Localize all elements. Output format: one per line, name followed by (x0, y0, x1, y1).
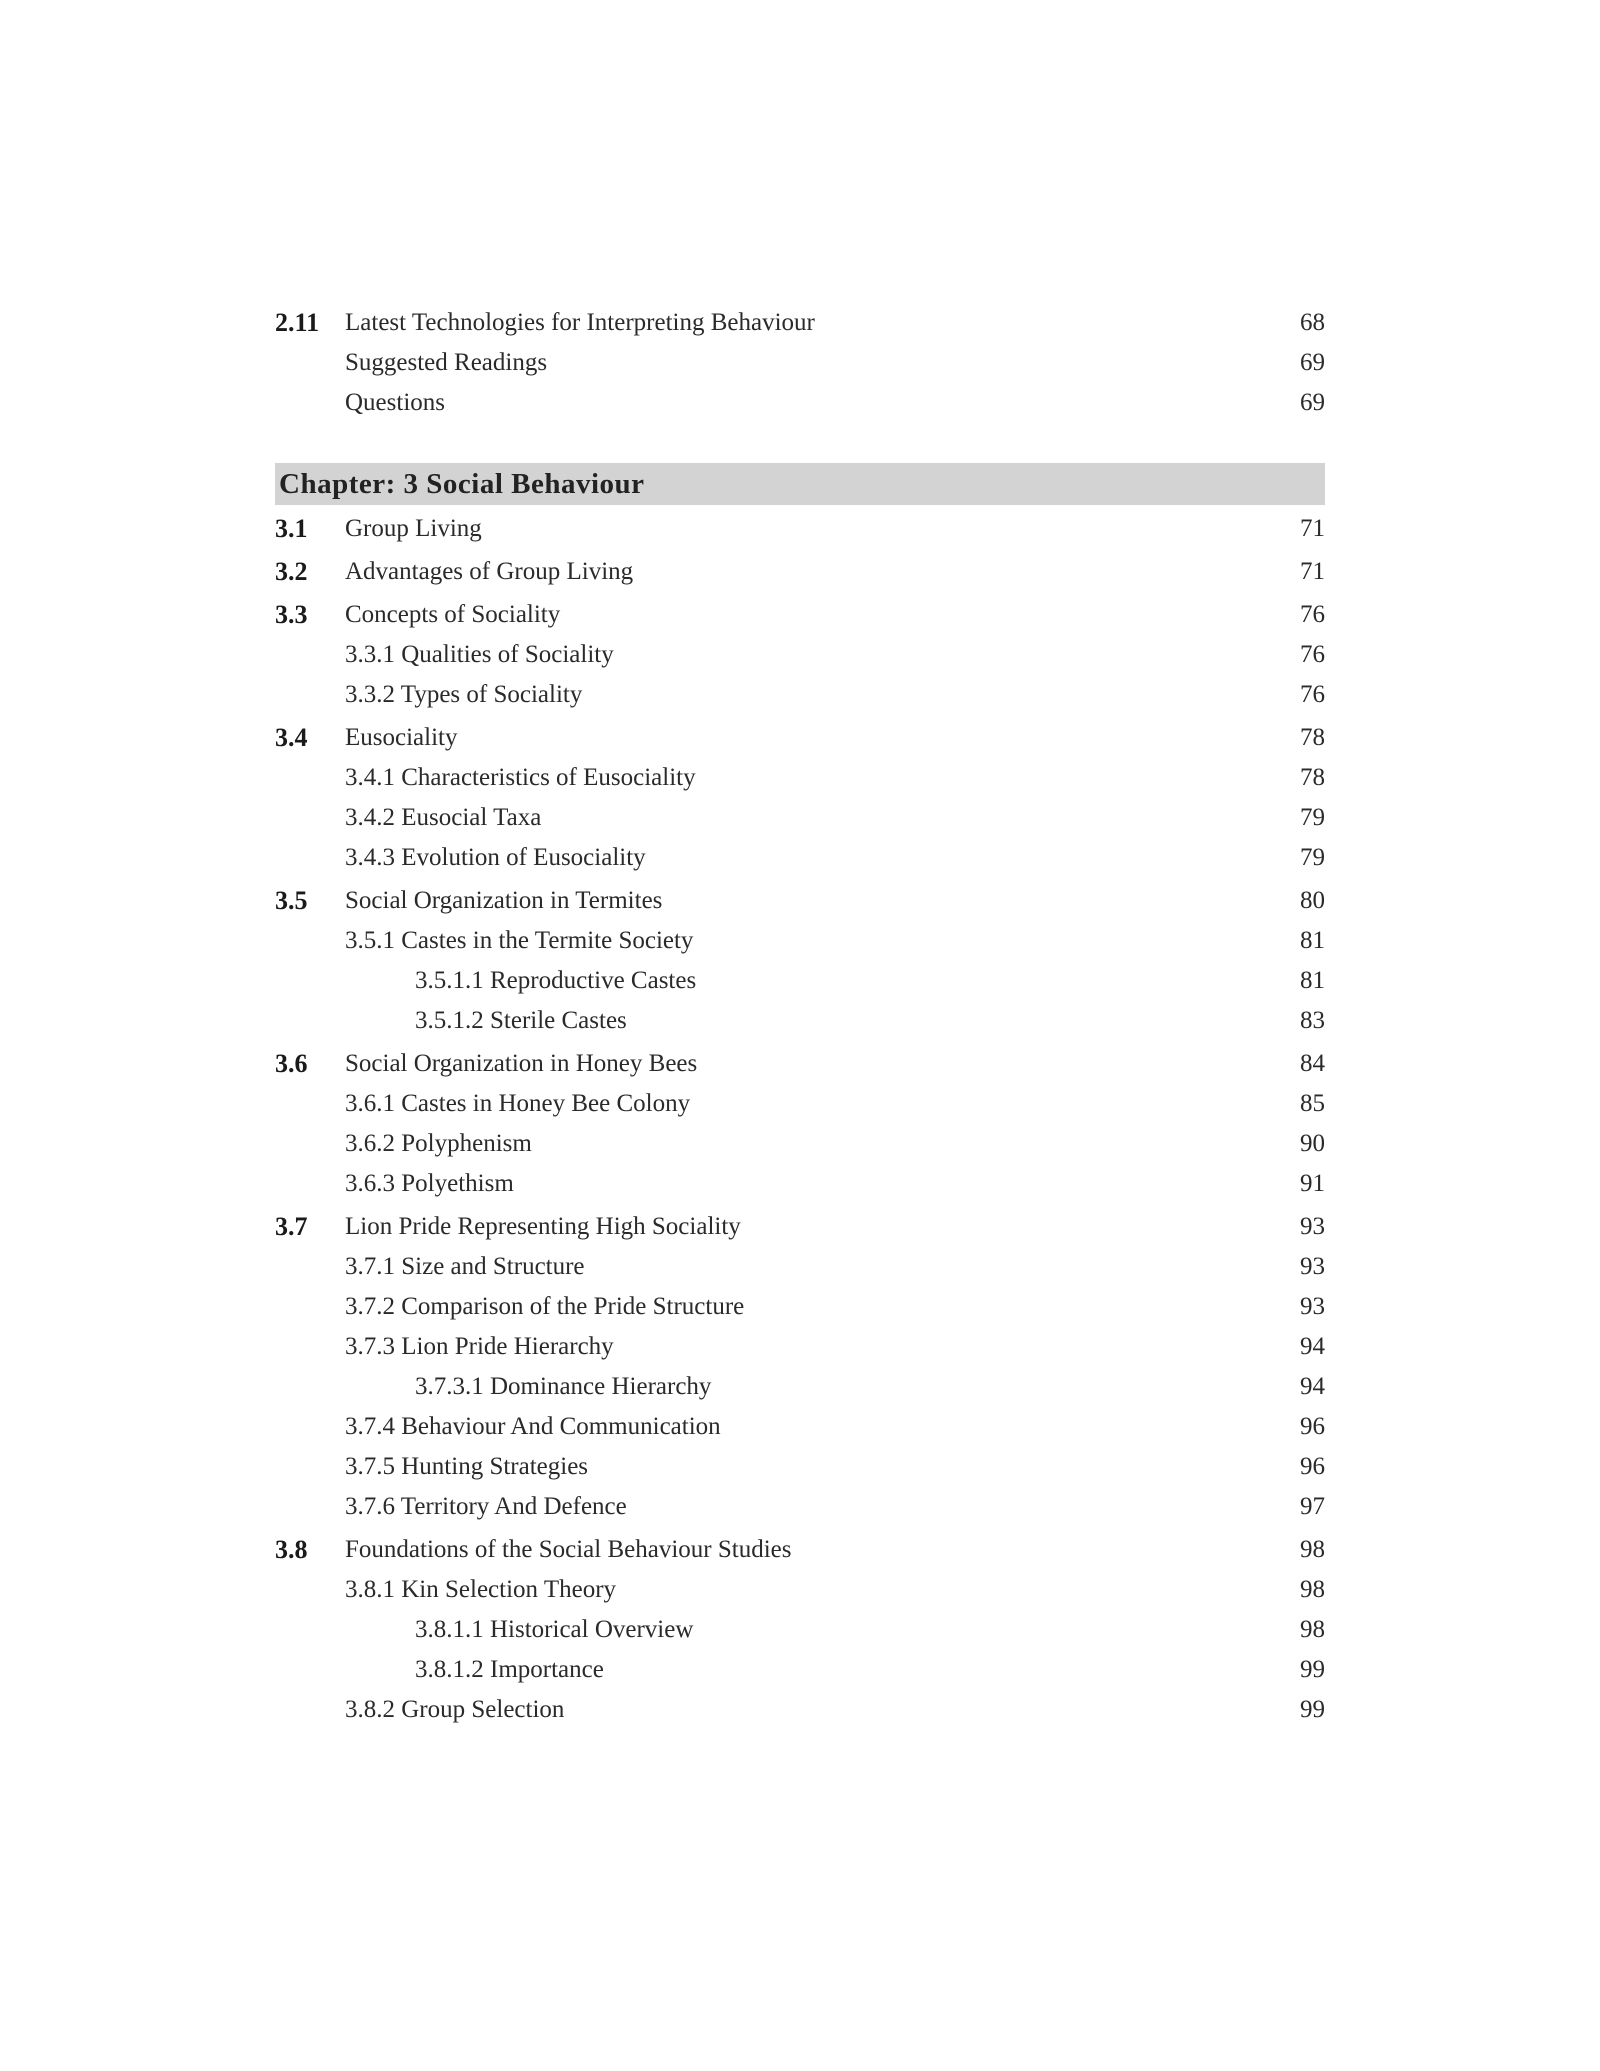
page-number: 99 (1300, 1656, 1325, 1683)
section-title: 3.3.1 Qualities of Sociality (345, 641, 614, 668)
section-number: 3.6 (275, 1049, 308, 1078)
section-number: 3.3 (275, 600, 308, 629)
section-title: Group Living (345, 515, 482, 542)
page-number: 93 (1300, 1253, 1325, 1280)
section-number: 2.11 (275, 308, 320, 337)
section-title: Lion Pride Representing High Sociality (345, 1213, 741, 1240)
page-number: 81 (1300, 967, 1325, 994)
toc-entry (275, 1570, 1325, 1610)
section-title: 3.7.1 Size and Structure (345, 1253, 585, 1280)
section-number: 3.4 (275, 723, 308, 752)
section-title: 3.4.3 Evolution of Eusociality (345, 844, 646, 871)
toc-entry (275, 838, 1325, 878)
page-number: 79 (1300, 844, 1325, 871)
page-number: 76 (1300, 601, 1325, 628)
toc-entry (275, 1247, 1325, 1287)
section-title: Foundations of the Social Behaviour Studies (345, 1536, 792, 1563)
toc-entry (275, 509, 1325, 549)
page-number: 98 (1300, 1536, 1325, 1563)
section-title: 3.8.2 Group Selection (345, 1696, 565, 1723)
page-number: 80 (1300, 887, 1325, 914)
page-number: 98 (1300, 1576, 1325, 1603)
toc-entry (275, 303, 1325, 343)
page-number: 78 (1300, 764, 1325, 791)
toc-entry (275, 1487, 1325, 1527)
toc-entry (275, 758, 1325, 798)
section-number: 3.1 (275, 514, 308, 543)
section-title: Latest Technologies for Interpreting Behaviour (345, 309, 815, 336)
toc-entry (275, 1690, 1325, 1730)
toc-entry (275, 1407, 1325, 1447)
section-title: 3.7.3.1 Dominance Hierarchy (415, 1373, 712, 1400)
toc-entry (275, 718, 1325, 758)
page-number: 79 (1300, 804, 1325, 831)
previous-section-list (275, 303, 1325, 423)
page-number: 94 (1300, 1373, 1325, 1400)
table-of-contents (275, 300, 1325, 1730)
page-number: 78 (1300, 724, 1325, 751)
section-title: Eusociality (345, 724, 458, 751)
toc-entry (275, 1044, 1325, 1084)
page-number: 71 (1300, 558, 1325, 585)
page-number: 93 (1300, 1293, 1325, 1320)
toc-entry (275, 1327, 1325, 1367)
toc-entry (275, 881, 1325, 921)
section-title: 3.6.3 Polyethism (345, 1170, 514, 1197)
section-number: 3.7 (275, 1212, 308, 1241)
section-title: Social Organization in Honey Bees (345, 1050, 698, 1077)
toc-entry (275, 675, 1325, 715)
section-title: Suggested Readings (345, 349, 548, 376)
page-number: 76 (1300, 681, 1325, 708)
section-title: 3.8.1.2 Importance (415, 1656, 604, 1683)
toc-entry (275, 1287, 1325, 1327)
page-number: 76 (1300, 641, 1325, 668)
page-number: 93 (1300, 1213, 1325, 1240)
toc-entry (275, 595, 1325, 635)
section-title: 3.7.6 Territory And Defence (345, 1493, 627, 1520)
section-title: 3.3.2 Types of Sociality (345, 681, 583, 708)
section-number: 3.8 (275, 1535, 308, 1564)
page-number: 71 (1300, 515, 1325, 542)
page-number: 94 (1300, 1333, 1325, 1360)
page-number: 83 (1300, 1007, 1325, 1034)
toc-entry (275, 1124, 1325, 1164)
page-number: 90 (1300, 1130, 1325, 1157)
section-title: 3.5.1.2 Sterile Castes (415, 1007, 627, 1034)
chapter-heading: Chapter: 3 Social Behaviour (275, 463, 1325, 505)
section-title: Concepts of Sociality (345, 601, 561, 628)
toc-entry (275, 1610, 1325, 1650)
toc-entry (275, 1084, 1325, 1124)
toc-entry (275, 1650, 1325, 1690)
section-title: 3.4.1 Characteristics of Eusociality (345, 764, 696, 791)
toc-entry (275, 1530, 1325, 1570)
section-title: 3.8.1.1 Historical Overview (415, 1616, 694, 1643)
section-title: 3.5.1.1 Reproductive Castes (415, 967, 697, 994)
toc-entry (275, 1207, 1325, 1247)
toc-entry (275, 343, 1325, 383)
chapter-entry-list (275, 509, 1325, 1730)
toc-entry (275, 1001, 1325, 1041)
toc-entry (275, 1367, 1325, 1407)
page-number: 91 (1300, 1170, 1325, 1197)
page-number: 69 (1300, 349, 1325, 376)
toc-entry (275, 635, 1325, 675)
page-number: 68 (1300, 309, 1325, 336)
page-number: 69 (1300, 389, 1325, 416)
toc-entry (275, 961, 1325, 1001)
section-title: Advantages of Group Living (345, 558, 634, 585)
section-number: 3.5 (275, 886, 308, 915)
toc-entry (275, 552, 1325, 592)
page-number: 85 (1300, 1090, 1325, 1117)
section-title: 3.6.2 Polyphenism (345, 1130, 532, 1157)
page-number: 84 (1300, 1050, 1325, 1077)
toc-entry (275, 383, 1325, 423)
section-title: 3.7.5 Hunting Strategies (345, 1453, 589, 1480)
toc-entry (275, 1447, 1325, 1487)
section-title: 3.7.3 Lion Pride Hierarchy (345, 1333, 614, 1360)
section-title: 3.5.1 Castes in the Termite Society (345, 927, 694, 954)
section-title: 3.4.2 Eusocial Taxa (345, 804, 542, 831)
toc-entry (275, 921, 1325, 961)
section-title: 3.6.1 Castes in Honey Bee Colony (345, 1090, 691, 1117)
section-title: 3.7.4 Behaviour And Communication (345, 1413, 721, 1440)
section-title: Questions (345, 389, 445, 416)
page-number: 81 (1300, 927, 1325, 954)
section-number: 3.2 (275, 557, 308, 586)
page-number: 98 (1300, 1616, 1325, 1643)
section-title: 3.7.2 Comparison of the Pride Structure (345, 1293, 745, 1320)
toc-entry (275, 1164, 1325, 1204)
page-number: 99 (1300, 1696, 1325, 1723)
section-title: 3.8.1 Kin Selection Theory (345, 1576, 617, 1603)
section-title: Social Organization in Termites (345, 887, 663, 914)
toc-entry (275, 798, 1325, 838)
page-number: 97 (1300, 1493, 1325, 1520)
page-number: 96 (1300, 1413, 1325, 1440)
page-number: 96 (1300, 1453, 1325, 1480)
